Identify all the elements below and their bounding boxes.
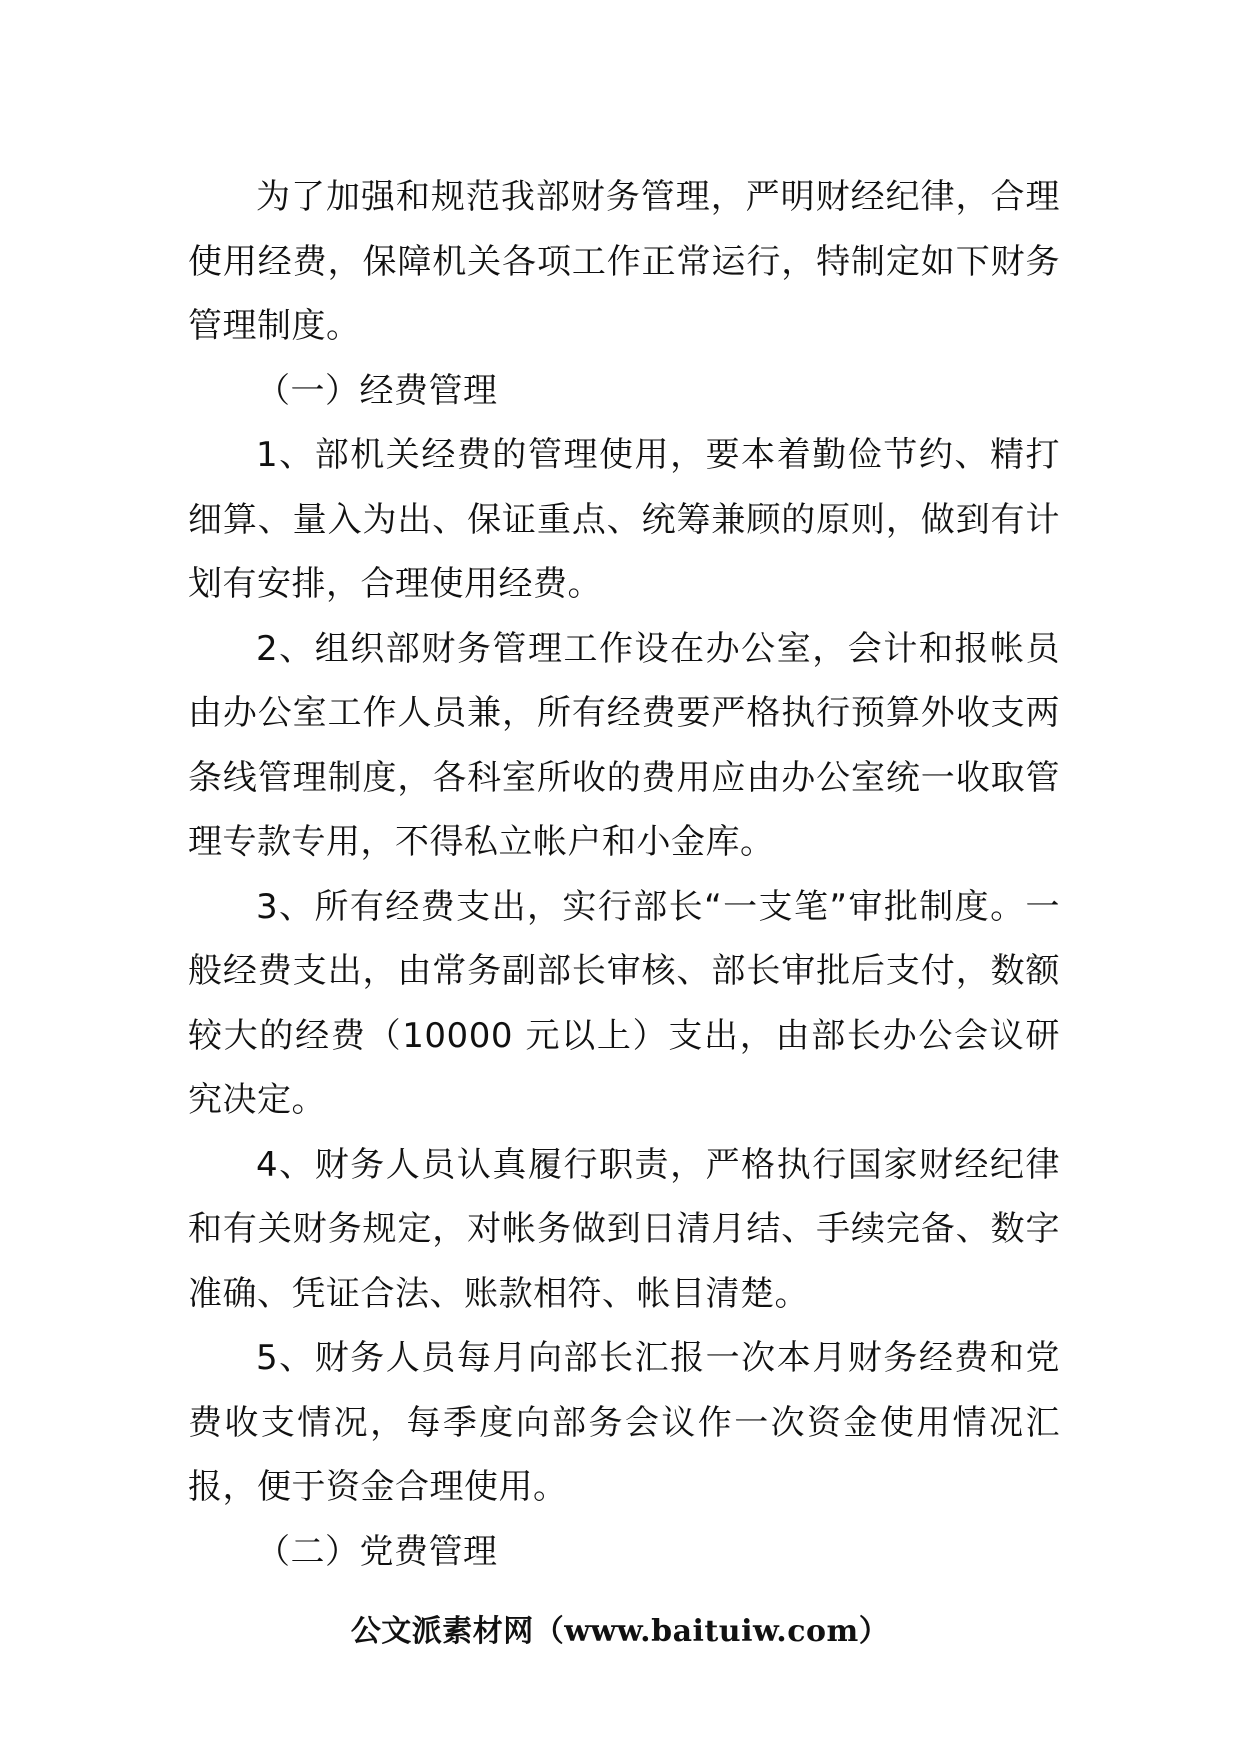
funds-item-2: 2、组织部财务管理工作设在办公室，会计和报帐员由办公室工作人员兼，所有经费要严格执行预算外收支两条线管理制度，各科室所收的费用应由办公室统一收取管理专款专用，不得私立帐户和小金库。: [188, 628, 1060, 862]
funds-item-5: 5、财务人员每月向部长汇报一次本月财务经费和党费收支情况，每季度向部务会议作一次资金使用情况汇报，便于资金合理使用。: [188, 1338, 1060, 1507]
section-heading-funds: （一）经费管理: [256, 370, 498, 411]
funds-item-1: 1、部机关经费的管理使用，要本着勤俭节约、精打细算、量入为出、保证重点、统筹兼顾的原则，做到有计划有安排，合理使用经费。: [188, 435, 1060, 604]
footer-watermark: 公文派素材网（www.baituiw.com）: [350, 1614, 890, 1649]
funds-item-3: 3、所有经费支出，实行部长“一支笔”审批制度。一般经费支出，由常务副部长审核、部长审批后支付，数额较大的经费（10000 元以上）支出，由部长办公会议研究决定。: [188, 886, 1060, 1120]
section-heading-party-dues: （二）党费管理: [256, 1531, 498, 1572]
document-body: [188, 165, 1060, 1584]
funds-item-4: 4、财务人员认真履行职责，严格执行国家财经纪律和有关财务规定，对帐务做到日清月结、手续完备、数字准确、凭证合法、账款相符、帐目清楚。: [188, 1144, 1060, 1314]
intro-paragraph: 为了加强和规范我部财务管理，严明财经纪律，合理使用经费，保障机关各项工作正常运行，特制定如下财务管理制度。: [188, 177, 1060, 346]
